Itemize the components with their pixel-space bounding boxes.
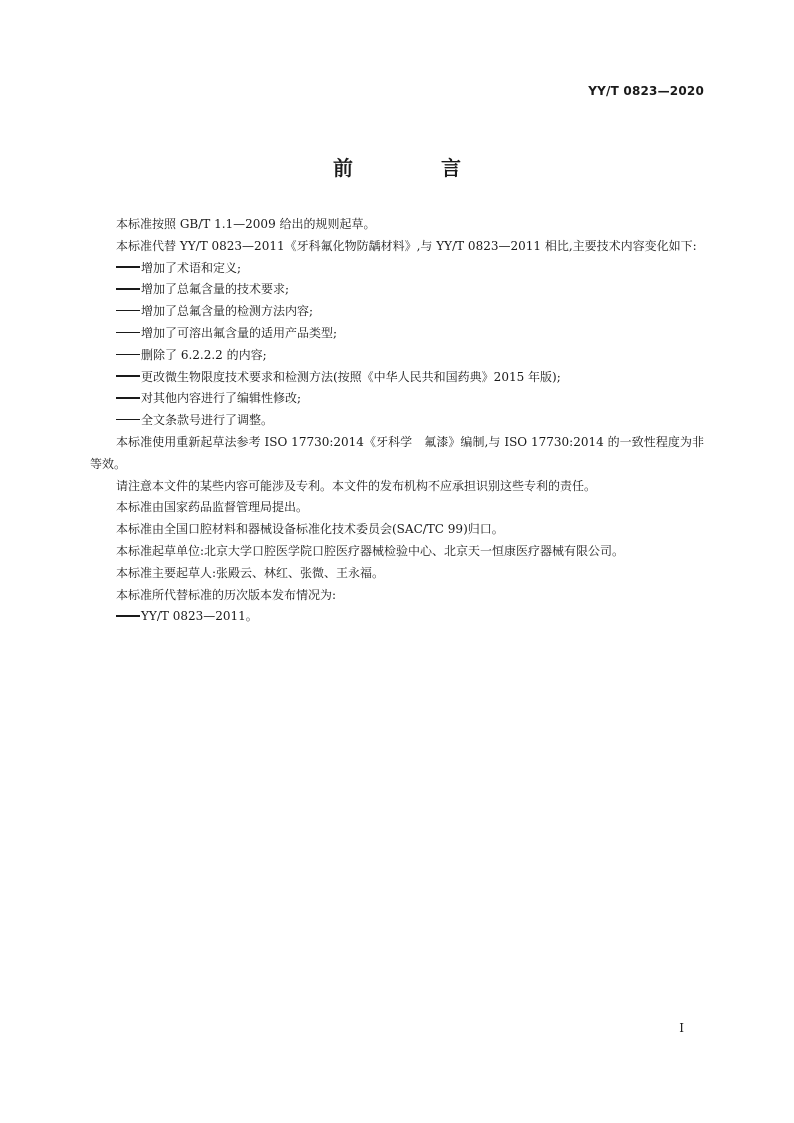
paragraph-replacement: 本标准代替 YY/T 0823—2011《牙科氟化物防龋材料》,与 YY/T 0823—2011 相比,主要技术内容变化如下: <box>116 238 697 253</box>
paragraph-committee: 本标准由全国口腔材料和器械设备标准化技术委员会(SAC/TC 99)归口。 <box>116 522 504 537</box>
dash-icon <box>116 354 140 356</box>
paragraph-iso-reference: 本标准使用重新起草法参考 ISO 17730:2014《牙科学 氟漆》编制,与 ISO 17730:2014 的一致性程度为非等效。 <box>90 434 704 471</box>
dash-icon <box>116 310 140 312</box>
history-item-text: YY/T 0823—2011。 <box>141 609 258 624</box>
paragraph-patent-notice: 请注意本文件的某些内容可能涉及专利。本文件的发布机构不应承担识别这些专利的责任。 <box>116 478 597 493</box>
change-item <box>90 367 704 389</box>
history-item <box>90 606 704 628</box>
change-item-text: 更改微生物限度技术要求和检测方法(按照《中华人民共和国药典》2015 年版); <box>141 369 561 384</box>
change-item <box>90 410 704 432</box>
dash-icon <box>116 419 140 421</box>
paragraph-drafting-rules: 本标准按照 GB/T 1.1—2009 给出的规则起草。 <box>116 217 376 231</box>
dash-icon <box>116 288 140 290</box>
change-item-text: 删除了 6.2.2.2 的内容; <box>141 347 267 362</box>
dash-icon <box>116 266 140 268</box>
paragraph-drafters: 本标准主要起草人:张殿云、林红、张微、王永福。 <box>116 565 385 580</box>
change-item-text: 对其他内容进行了编辑性修改; <box>141 391 302 406</box>
change-item-text: 增加了总氟含量的技术要求; <box>141 282 290 297</box>
dash-icon <box>116 397 140 399</box>
dash-icon <box>116 332 140 334</box>
change-item <box>90 258 704 280</box>
change-item-text: 全文条款号进行了调整。 <box>141 413 274 428</box>
change-item <box>90 388 704 410</box>
standard-code: YY/T 0823—2020 <box>588 84 704 98</box>
dash-icon <box>116 615 140 617</box>
paragraph-drafting-units: 本标准起草单位:北京大学口腔医学院口腔医疗器械检验中心、北京天一恒康医疗器械有限公司。 <box>116 543 625 558</box>
change-item <box>90 345 704 367</box>
change-item-text: 增加了术语和定义; <box>141 260 242 275</box>
page-title: 前 言 <box>333 156 495 180</box>
document-body <box>90 214 704 628</box>
change-item-text: 增加了总氟含量的检测方法内容; <box>141 304 314 319</box>
paragraph-history-intro: 本标准所代替标准的历次版本发布情况为: <box>116 587 337 602</box>
change-item-text: 增加了可溶出氟含量的适用产品类型; <box>141 325 338 340</box>
paragraph-proposer: 本标准由国家药品监督管理局提出。 <box>116 500 309 515</box>
change-item <box>90 279 704 301</box>
change-item <box>90 301 704 323</box>
change-item <box>90 323 704 345</box>
page-number: I <box>679 1021 684 1035</box>
dash-icon <box>116 375 140 377</box>
